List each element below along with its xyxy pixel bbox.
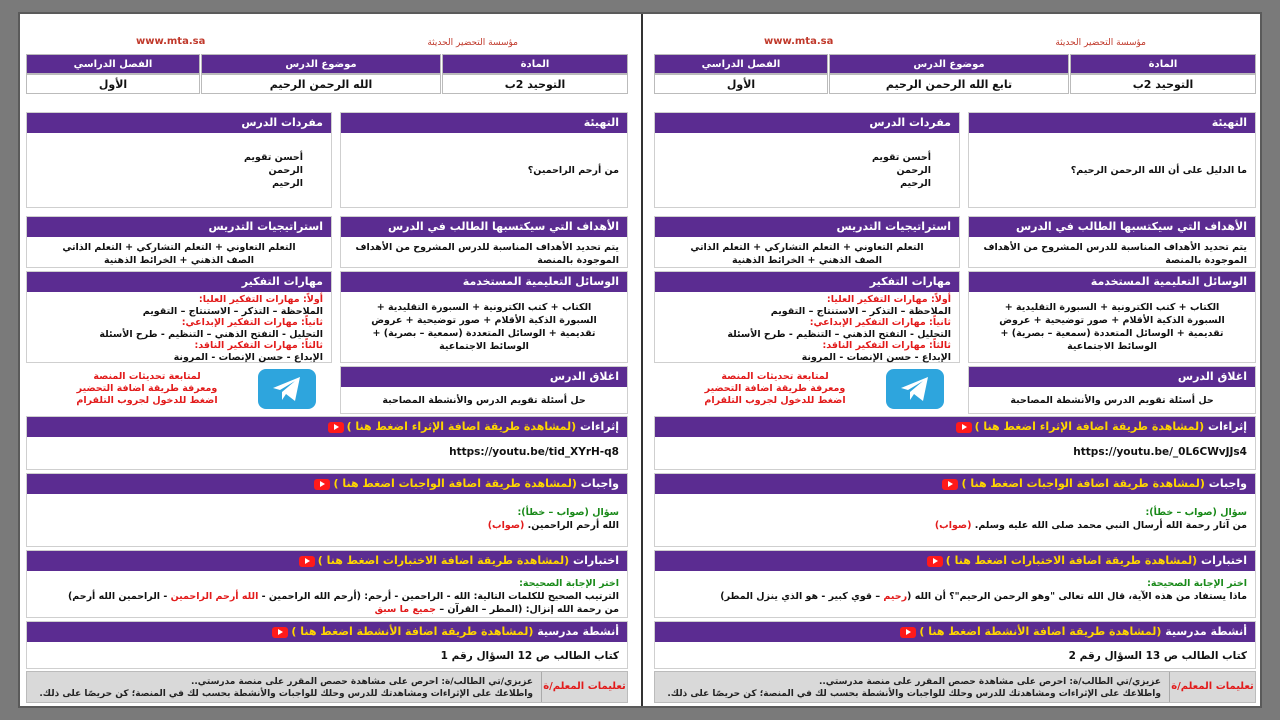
teacher-notes-label: تعليمات المعلم/ة bbox=[541, 672, 627, 702]
warmup-box bbox=[340, 112, 628, 208]
vocab-item: أحسن تقويم bbox=[243, 152, 303, 163]
teacher-notes bbox=[26, 671, 628, 703]
youtube-icon bbox=[956, 422, 972, 433]
vocab-item: الرحيم bbox=[272, 178, 303, 189]
homework-question: الله أرحم الراحمين. bbox=[527, 520, 619, 531]
activities-title: أنشطة مدرسية (لمشاهدة طريقة اضافة الأنشطة اضغط هنا ) bbox=[27, 622, 627, 642]
thinking-title: مهارات التفكير bbox=[655, 272, 959, 292]
homework-title: واجبات (لمشاهدة طريقة اضافة الواجبات اضغط هنا ) bbox=[655, 474, 1255, 494]
closing-text: حل أسئلة تقويم الدرس والأنشطة المصاحبة bbox=[1010, 395, 1214, 406]
strategies-title: استراتيجيات التدريس bbox=[27, 217, 331, 237]
goals-box bbox=[968, 216, 1256, 268]
youtube-icon bbox=[272, 627, 288, 638]
vocab-box bbox=[654, 112, 960, 208]
slide-frame bbox=[18, 12, 1262, 708]
semester-header: الفصل الدراسي bbox=[654, 54, 828, 74]
goals-box bbox=[340, 216, 628, 268]
vocab-list bbox=[27, 133, 331, 194]
subject-header: المادة bbox=[442, 54, 628, 74]
enrich-how-link[interactable]: (لمشاهدة طريقة اضافة الإثراء اضغط هنا ) bbox=[325, 420, 577, 433]
warmup-text: من أرحم الراحمين؟ bbox=[527, 164, 619, 176]
homework-body: سؤال (صواب – خطأ): من آثار رحمة الله أرسال النبي محمد صلى الله عليه وسلم. (صواب) bbox=[934, 507, 1247, 531]
test-question-2: من رحمة الله إنزال: (المطر – القرآن – جميع ما سبق bbox=[374, 604, 619, 615]
vocab-item: الرحمن bbox=[268, 165, 303, 176]
homework-how-link[interactable]: (لمشاهدة طريقة اضافة الواجبات اضغط هنا ) bbox=[939, 477, 1204, 490]
goals-title: الأهداف التي سيكتسبها الطالب في الدرس bbox=[341, 217, 627, 237]
tests-how-link[interactable]: (لمشاهدة طريقة اضافة الاختبارات اضغط هنا ) bbox=[924, 554, 1197, 567]
lesson-info-table bbox=[654, 54, 1256, 94]
thinking-box bbox=[26, 271, 332, 363]
homework-how-link[interactable]: (لمشاهدة طريقة اضافة الواجبات اضغط هنا ) bbox=[311, 477, 576, 490]
activities-box bbox=[654, 621, 1256, 669]
closing-title: اغلاق الدرس bbox=[969, 367, 1255, 387]
closing-title: اغلاق الدرس bbox=[341, 367, 627, 387]
aids-title: الوسائل التعليمية المستخدمة bbox=[341, 272, 627, 292]
telegram-icon[interactable] bbox=[886, 369, 944, 409]
activities-how-link[interactable]: (لمشاهدة طريقة اضافة الأنشطة اضغط هنا ) bbox=[269, 625, 533, 638]
activities-title: أنشطة مدرسية (لمشاهدة طريقة اضافة الأنشطة اضغط هنا ) bbox=[655, 622, 1255, 642]
page-topline bbox=[654, 36, 1256, 52]
tests-body: اختر الإجابة الصحيحة: ماذا يستفاد من هذه الآية، قال الله تعالى "وهو الرحمن الرحيم"؟ أن الله (رحيم – قوي كبير - هو الذي ينزل المطر) bbox=[655, 571, 1255, 607]
thinking-title: مهارات التفكير bbox=[27, 272, 331, 292]
vocab-title: مفردات الدرس bbox=[27, 113, 331, 133]
closing-text: حل أسئلة تقويم الدرس والأنشطة المصاحبة bbox=[382, 395, 586, 406]
telegram-text[interactable]: لمتابعة تحديثات المنصة ومعرفة طريقة اضافة التحضير اضغط للدخول لجروب التلقرام bbox=[76, 371, 218, 406]
warmup-box bbox=[968, 112, 1256, 208]
strategies-box bbox=[654, 216, 960, 268]
semester-header: الفصل الدراسي bbox=[26, 54, 200, 74]
page-topline bbox=[26, 36, 628, 52]
youtube-icon bbox=[299, 556, 315, 567]
homework-body: سؤال (صواب – خطأ): الله أرحم الراحمين. (صواب) bbox=[487, 507, 619, 531]
teacher-notes-label: تعليمات المعلم/ة bbox=[1169, 672, 1255, 702]
telegram-text[interactable]: لمتابعة تحديثات المنصة ومعرفة طريقة اضافة التحضير اضغط للدخول لجروب التلقرام bbox=[704, 371, 846, 406]
teacher-notes-text: عزيزي/تي الطالب/ة: احرص على مشاهدة حصص المقرر على منصة مدرستي.. واطلاعك على الإثراءات ومشاهدتك للدرس وحلك للواجبات والأنشطة بحسب لك في المنصة؛ كن حريصًا على ذلك. bbox=[667, 677, 1161, 699]
subject-header: المادة bbox=[1070, 54, 1256, 74]
warmup-text: ما الدليل على أن الله الرحمن الرحيم؟ bbox=[1070, 164, 1247, 176]
activity-text: كتاب الطالب ص 13 السؤال رقم 2 bbox=[1068, 650, 1247, 662]
topic-value: تابع الله الرحمن الرحيم bbox=[829, 74, 1069, 94]
site-url[interactable]: www.mta.sa bbox=[764, 36, 834, 47]
thinking-box bbox=[654, 271, 960, 363]
aids-text: الكتاب + كتب الكترونية + السبورة التقليدية + السبورة الذكية الأقلام + صور توضيحية + عروض تقديمية + الوسائل المتعددة (سمعية – بصرية) + الوسائط الاجتماعية bbox=[371, 302, 597, 352]
tests-box bbox=[26, 550, 628, 618]
tests-body: اختر الإجابة الصحيحة: الترتيب الصحيح للكلمات التالية: الله - الراحمين - أرحم: (أرحم الله الراحمين - الله أرحم الراحمين - الراحمين الله أرحم) من رحمة الله إنزال: (المطر – القرآن – جميع ما سبق bbox=[27, 571, 627, 620]
aids-title: الوسائل التعليمية المستخدمة bbox=[969, 272, 1255, 292]
lesson-plan-page bbox=[654, 14, 1256, 706]
closing-box bbox=[968, 366, 1256, 414]
youtube-icon bbox=[314, 479, 330, 490]
warmup-title: التهيئة bbox=[341, 113, 627, 133]
homework-question: من آثار رحمة الله أرسال النبي محمد صلى الله عليه وسلم. bbox=[974, 520, 1247, 531]
youtube-icon bbox=[900, 627, 916, 638]
aids-box bbox=[340, 271, 628, 363]
warmup-title: التهيئة bbox=[969, 113, 1255, 133]
vocab-item: الرحمن bbox=[896, 165, 931, 176]
telegram-promo[interactable] bbox=[44, 365, 332, 415]
enrich-title: إثراءات (لمشاهدة طريقة اضافة الإثراء اضغط هنا ) bbox=[655, 417, 1255, 437]
topic-value: الله الرحمن الرحيم bbox=[201, 74, 441, 94]
semester-value: الأول bbox=[654, 74, 828, 94]
activities-how-link[interactable]: (لمشاهدة طريقة اضافة الأنشطة اضغط هنا ) bbox=[897, 625, 1161, 638]
topic-header: موضوع الدرس bbox=[829, 54, 1069, 74]
aids-text: الكتاب + كتب الكترونية + السبورة التقليدية + السبورة الذكية الأقلام + صور توضيحية + عروض تقديمية + الوسائل المتعددة (سمعية – بصرية) + الوسائط الاجتماعية bbox=[999, 302, 1225, 352]
aids-box bbox=[968, 271, 1256, 363]
lesson-plan-page bbox=[26, 14, 628, 706]
strategies-text: التعلم التعاوني + التعلم التشاركي + التعلم الذاتي الصف الذهني + الخرائط الذهنية bbox=[62, 242, 296, 266]
lesson-info-table bbox=[26, 54, 628, 94]
teacher-notes-text: عزيزي/تي الطالب/ة: احرص على مشاهدة حصص المقرر على منصة مدرستي.. واطلاعك على الإثراءات ومشاهدتك للدرس وحلك للواجبات والأنشطة بحسب لك في المنصة؛ كن حريصًا على ذلك. bbox=[39, 677, 533, 699]
org-name: مؤسسة التحضير الحديثة bbox=[427, 38, 518, 48]
subject-value: التوحيد 2ب bbox=[442, 74, 628, 94]
vocab-list bbox=[655, 133, 959, 194]
test-question-1: الترتيب الصحيح للكلمات التالية: الله - الراحمين - أرحم: (أرحم الله الراحمين - الله أرحم الراحمين - الراحمين الله أرحم) bbox=[67, 591, 619, 602]
goals-text: يتم تحديد الأهداف المناسبة للدرس المشروح من الأهداف الموجودة بالمنصة bbox=[355, 242, 619, 266]
tests-box bbox=[654, 550, 1256, 618]
homework-answer: (صواب) bbox=[934, 520, 972, 531]
thinking-text: أولاً: مهارات التفكير العليا: الملاحظة – التذكر – الاستنتاج – التقويم ثانياً: مهارات التفكير الإبداعي: التحليل - التفتح الذهني – التنظيم - طرح الأسئلة ثالثاً: مهارات التفكير الناقد: الإبداع - حسن الإنصات - المرونة bbox=[727, 294, 951, 363]
enrich-body bbox=[655, 437, 1255, 463]
youtube-icon bbox=[927, 556, 943, 567]
goals-text: يتم تحديد الأهداف المناسبة للدرس المشروح من الأهداف الموجودة بالمنصة bbox=[983, 242, 1247, 266]
enrich-box bbox=[26, 416, 628, 470]
vocab-item: أحسن تقويم bbox=[871, 152, 931, 163]
tests-title: اختبارات (لمشاهدة طريقة اضافة الاختبارات اضغط هنا ) bbox=[27, 551, 627, 571]
strategies-title: استراتيجيات التدريس bbox=[655, 217, 959, 237]
enrich-url[interactable]: https://youtu.be/tid_XYrH-q8 bbox=[449, 446, 619, 458]
homework-box bbox=[26, 473, 628, 547]
org-name: مؤسسة التحضير الحديثة bbox=[1055, 38, 1146, 48]
enrich-body bbox=[27, 437, 627, 463]
enrich-box bbox=[654, 416, 1256, 470]
telegram-icon[interactable] bbox=[258, 369, 316, 409]
enrich-url[interactable]: https://youtu.be/_0L6CWvJJs4 bbox=[1073, 446, 1247, 458]
strategies-text: التعلم التعاوني + التعلم التشاركي + التعلم الذاتي الصف الذهني + الخرائط الذهنية bbox=[690, 242, 924, 266]
goals-title: الأهداف التي سيكتسبها الطالب في الدرس bbox=[969, 217, 1255, 237]
activities-box bbox=[26, 621, 628, 669]
thinking-text: أولاً: مهارات التفكير العليا: الملاحظة – التذكر – الاستنتاج – التقويم ثانياً: مهارات التفكير الإبداعي: التحليل - التفتح الذهني – التنظيم - طرح الأسئلة ثالثاً: مهارات التفكير الناقد: الإبداع - حسن الإنصات - المرونة bbox=[99, 294, 323, 363]
tests-how-link[interactable]: (لمشاهدة طريقة اضافة الاختبارات اضغط هنا ) bbox=[296, 554, 569, 567]
strategies-box bbox=[26, 216, 332, 268]
homework-answer: (صواب) bbox=[487, 520, 525, 531]
homework-box bbox=[654, 473, 1256, 547]
subject-value: التوحيد 2ب bbox=[1070, 74, 1256, 94]
enrich-title: إثراءات (لمشاهدة طريقة اضافة الإثراء اضغط هنا ) bbox=[27, 417, 627, 437]
vocab-item: الرحيم bbox=[900, 178, 931, 189]
test-question-1: ماذا يستفاد من هذه الآية، قال الله تعالى "وهو الرحمن الرحيم"؟ أن الله (رحيم – قوي كبير - هو الذي ينزل المطر) bbox=[720, 591, 1247, 602]
semester-value: الأول bbox=[26, 74, 200, 94]
youtube-icon bbox=[328, 422, 344, 433]
youtube-icon bbox=[942, 479, 958, 490]
activity-text: كتاب الطالب ص 12 السؤال رقم 1 bbox=[440, 650, 619, 662]
homework-title: واجبات (لمشاهدة طريقة اضافة الواجبات اضغط هنا ) bbox=[27, 474, 627, 494]
telegram-promo[interactable] bbox=[672, 365, 960, 415]
site-url[interactable]: www.mta.sa bbox=[136, 36, 206, 47]
tests-title: اختبارات (لمشاهدة طريقة اضافة الاختبارات اضغط هنا ) bbox=[655, 551, 1255, 571]
enrich-how-link[interactable]: (لمشاهدة طريقة اضافة الإثراء اضغط هنا ) bbox=[953, 420, 1205, 433]
closing-box bbox=[340, 366, 628, 414]
teacher-notes bbox=[654, 671, 1256, 703]
vocab-title: مفردات الدرس bbox=[655, 113, 959, 133]
vocab-box bbox=[26, 112, 332, 208]
page-divider bbox=[641, 14, 643, 706]
topic-header: موضوع الدرس bbox=[201, 54, 441, 74]
